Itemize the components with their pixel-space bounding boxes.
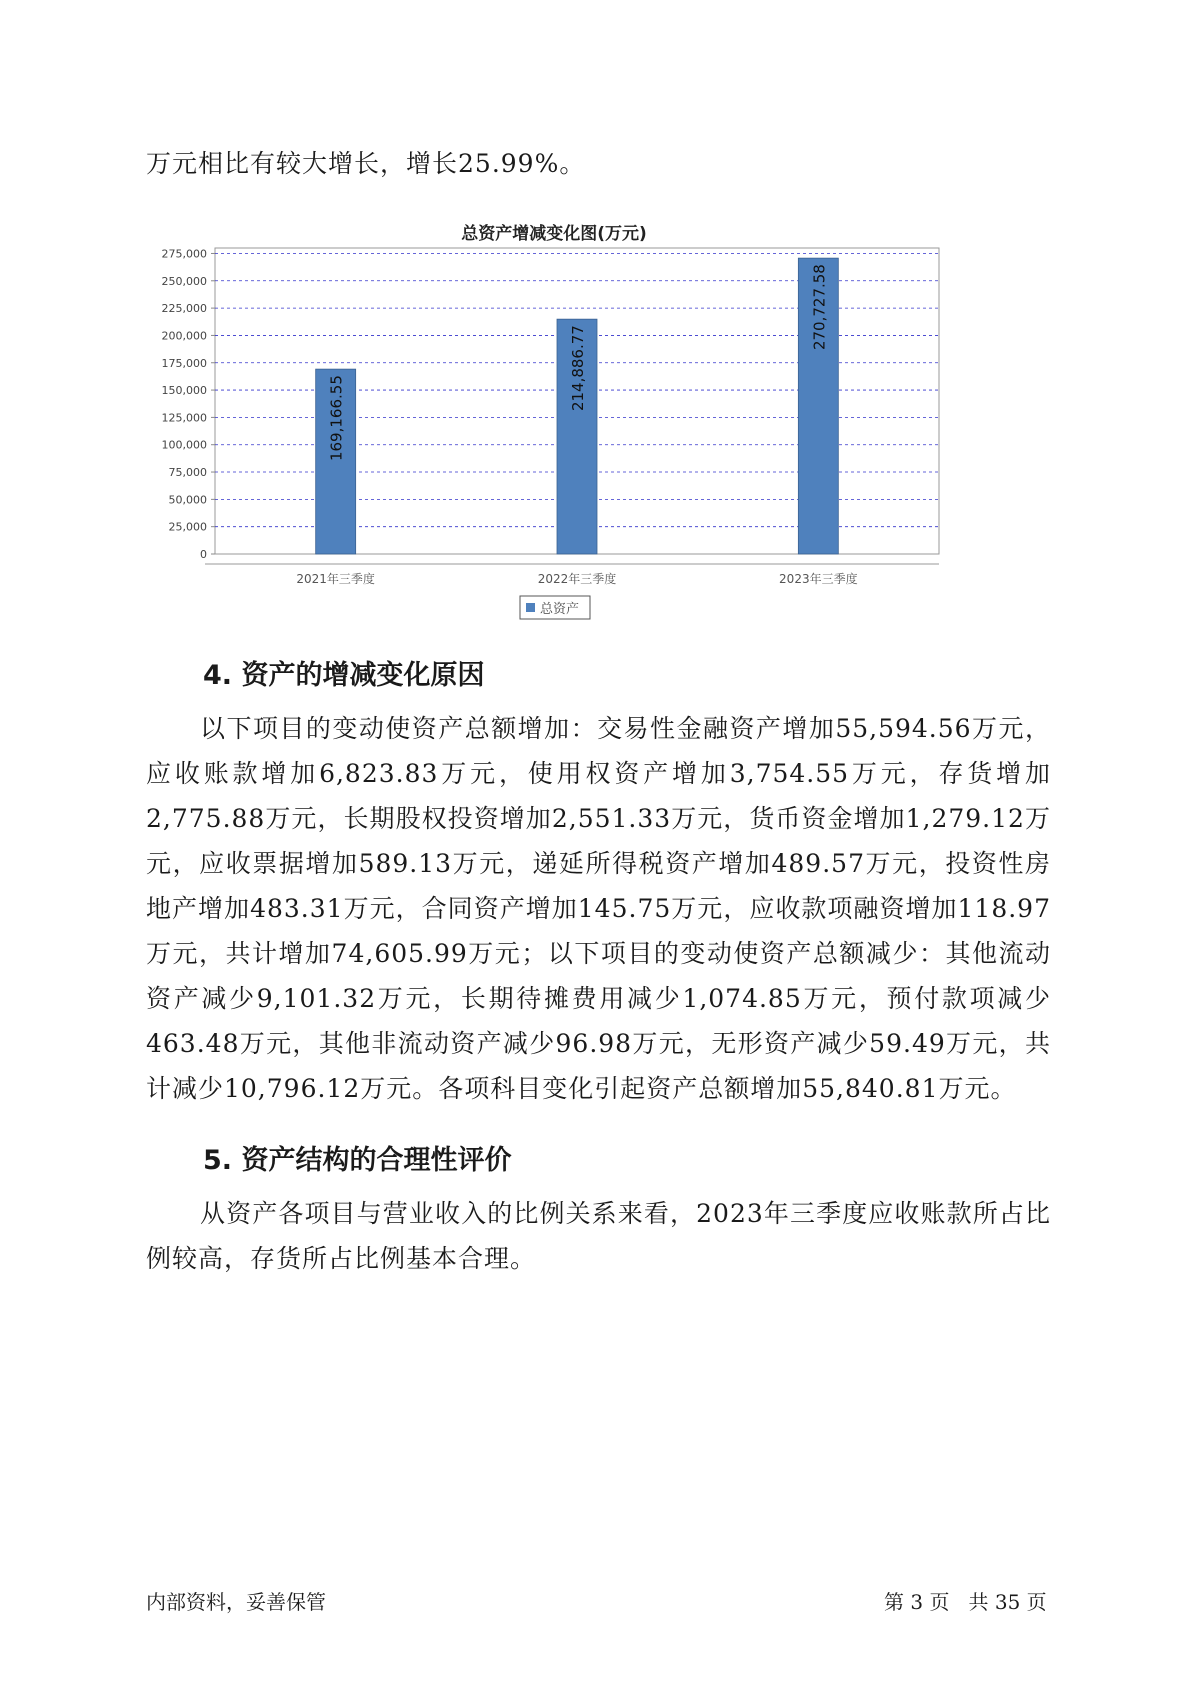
y-axis-ticks <box>162 247 216 561</box>
x-tick-label: 2021年三季度 <box>296 572 375 586</box>
y-tick-label: 50,000 <box>168 493 207 507</box>
y-tick-label: 125,000 <box>161 411 207 425</box>
y-tick-label: 150,000 <box>161 384 207 398</box>
intro-tail-text: 万元相比有较大增长，增长25.99%。 <box>146 149 586 178</box>
x-tick-label: 2022年三季度 <box>537 572 617 586</box>
x-tick-label: 2023年三季度 <box>779 572 858 586</box>
y-tick-label: 175,000 <box>161 356 207 370</box>
section4-body: 以下项目的变动使资产总额增加：交易性金融资产增加55,594.56万元，应收账款增加6,823.83万元，使用权资产增加3,754.55万元，存货增加2,775.88万元，长期股权投资增加2,551.33万元，货币资金增加1,279.12万元，应收票据增加589.13万元，递延所得税资产增加489.57万元，投资性房地产增加483.31万元，合同资产增加145.75万元，应收款项融资增加118.97万元，共计增加74,605.99万元；以下项目的变动使资产总额减少：其他流动资产减少9,101.32万元，长期待摊费用减少1,074.85万元，预付款项减少463.48万元，其他非流动资产减少96.98万元，无形资产减少59.49万元，共计减少10,796.12万元。各项科目变化引起资产总额增加55,840.81万元。 <box>146 714 1051 1103</box>
legend-swatch <box>526 603 535 612</box>
y-tick-label: 25,000 <box>168 520 207 534</box>
footer-page-number: 第 3 页 共 35 页 <box>884 1590 1047 1614</box>
bar-value-label: 169,166.55 <box>327 375 346 462</box>
y-tick-label: 275,000 <box>161 247 207 261</box>
total-assets-bar-chart <box>150 220 1030 640</box>
footer-left: 内部资料，妥善保管 <box>146 1590 326 1614</box>
y-tick-label: 100,000 <box>161 438 207 452</box>
y-tick-label: 225,000 <box>161 302 207 316</box>
chart-title: 总资产增减变化图(万元) <box>461 224 647 244</box>
legend <box>520 596 590 619</box>
y-tick-label: 0 <box>200 548 207 561</box>
section5-heading: 5. 资产结构的合理性评价 <box>203 1145 512 1176</box>
bar-value-label: 270,727.58 <box>810 264 829 351</box>
y-tick-label: 200,000 <box>161 329 207 343</box>
bar-value-label: 214,886.77 <box>569 325 587 412</box>
section4-heading: 4. 资产的增减变化原因 <box>203 660 485 691</box>
section5-body: 从资产各项目与营业收入的比例关系来看，2023年三季度应收账款所占比例较高，存货所占比例基本合理。 <box>146 1199 1051 1273</box>
y-tick-label: 75,000 <box>168 466 207 480</box>
x-axis-ticks <box>296 571 857 586</box>
y-tick-label: 250,000 <box>161 274 207 288</box>
legend-label: 总资产 <box>540 602 580 617</box>
